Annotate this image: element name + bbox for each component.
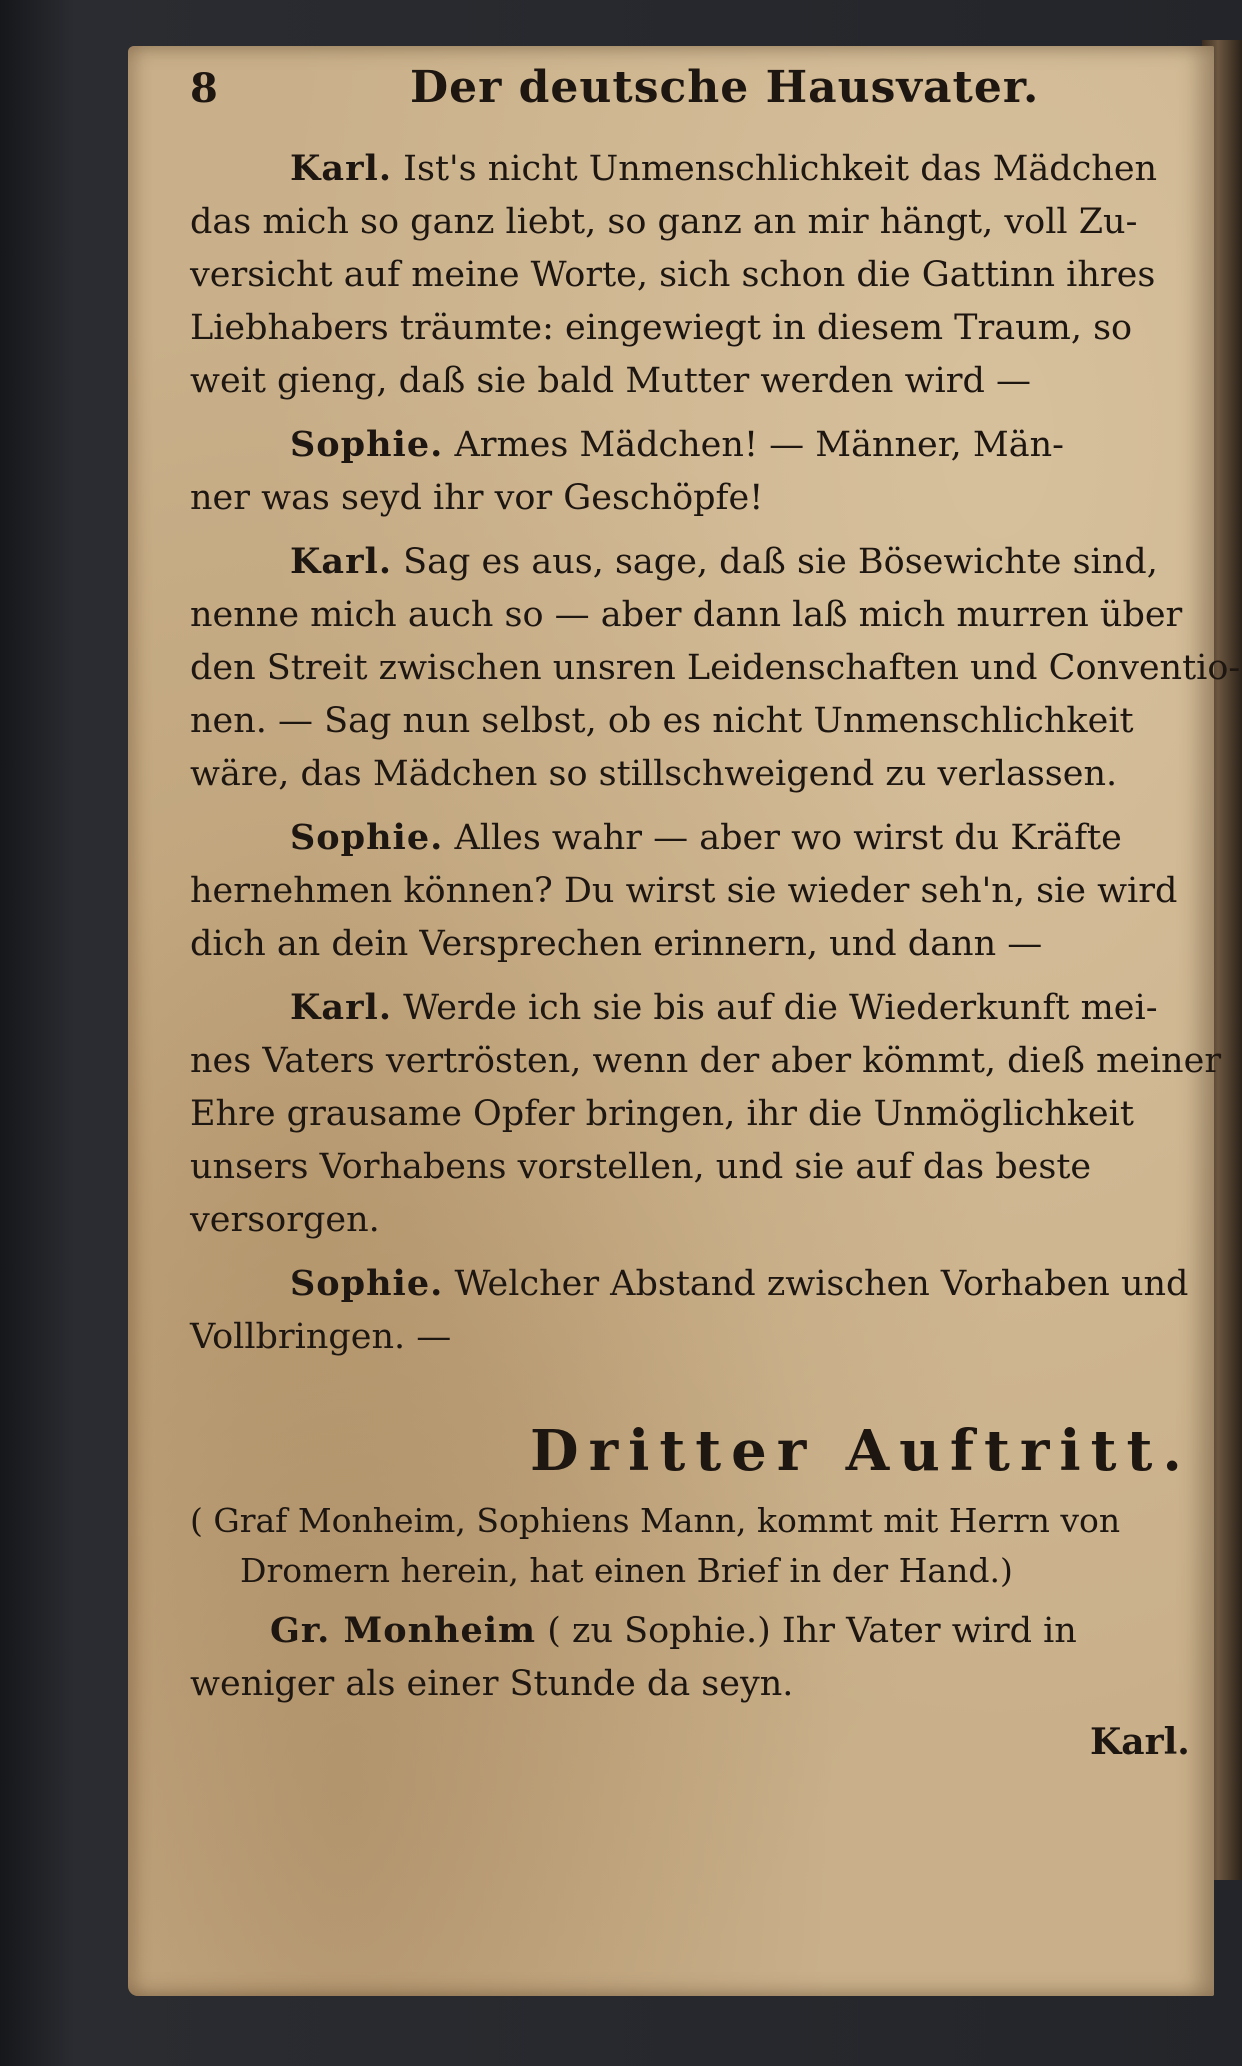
text-line: unsers Vorhabens vorstellen, und sie auf das beste bbox=[190, 1147, 1092, 1187]
text-line: Armes Mädchen! — Männer, Män- bbox=[454, 425, 1064, 465]
text-line: Werde ich sie bis auf die Wiederkunft mei- bbox=[403, 988, 1158, 1028]
dialogue-paragraph bbox=[190, 418, 1230, 525]
text-line: Vollbringen. — bbox=[190, 1317, 452, 1357]
page-number: 8 bbox=[190, 65, 218, 112]
speaker-name: Gr. Monheim bbox=[270, 1610, 537, 1651]
text-line: nen. — Sag nun selbst, ob es nicht Unmenschlichkeit bbox=[190, 701, 1134, 741]
speaker-name: Sophie. bbox=[290, 817, 444, 858]
dialogue-paragraph bbox=[190, 1257, 1230, 1364]
text-line: wäre, das Mädchen so stillschweigend zu verlassen. bbox=[190, 754, 1118, 794]
text-line: versicht auf meine Worte, sich schon die Gattinn ihres bbox=[190, 255, 1156, 295]
text-line: das mich so ganz liebt, so ganz an mir hängt, voll Zu- bbox=[190, 202, 1138, 242]
text-line: Ist's nicht Unmenschlichkeit das Mädchen bbox=[403, 149, 1158, 189]
dialogue-paragraph bbox=[190, 142, 1230, 408]
text-line: nes Vaters vertrösten, wenn der aber kömmt, dieß meiner bbox=[190, 1041, 1222, 1081]
scene-heading: Dritter Auftritt. bbox=[530, 1418, 1192, 1484]
speaker-name: Karl. bbox=[290, 987, 393, 1028]
text-line: Welcher Abstand zwischen Vorhaben und bbox=[454, 1264, 1189, 1304]
text-line: weniger als einer Stunde da seyn. bbox=[190, 1664, 794, 1704]
text-line: ( Graf Monheim, Sophiens Mann, kommt mit Herrn von bbox=[190, 1501, 1121, 1540]
text-line: Sag es aus, sage, daß sie Bösewichte sind, bbox=[403, 542, 1158, 582]
speaker-name: Karl. bbox=[290, 541, 393, 582]
speaker-name: Sophie. bbox=[290, 1263, 444, 1304]
text-line: Alles wahr — aber wo wirst du Kräfte bbox=[454, 818, 1122, 858]
speaker-name: Sophie. bbox=[290, 424, 444, 465]
text-line: ner was seyd ihr vor Geschöpfe! bbox=[190, 478, 764, 518]
page-header bbox=[190, 62, 1230, 142]
text-line: dich an dein Versprechen erinnern, und dann — bbox=[190, 924, 1043, 964]
running-head: Der deutsche Hausvater. bbox=[410, 62, 1040, 113]
page-text bbox=[190, 62, 1241, 1767]
dialogue-paragraph bbox=[190, 981, 1230, 1247]
text-line: Liebhabers träumte: eingewiegt in diesem Traum, so bbox=[190, 308, 1133, 348]
speaker-name: Karl. bbox=[290, 148, 393, 189]
text-line: versorgen. bbox=[190, 1200, 380, 1240]
text-line: nenne mich auch so — aber dann laß mich murren über bbox=[190, 595, 1183, 635]
dialogue-paragraph bbox=[190, 1604, 1230, 1711]
text-line: den Streit zwischen unsren Leidenschaften und Conventio- bbox=[190, 648, 1241, 688]
catchword: Karl. bbox=[1090, 1721, 1190, 1763]
text-line: ( zu Sophie.) Ihr Vater wird in bbox=[547, 1611, 1077, 1651]
text-line: weit gieng, daß sie bald Mutter werden wird — bbox=[190, 361, 1032, 401]
dialogue-paragraph bbox=[190, 811, 1230, 971]
text-line: hernehmen können? Du wirst sie wieder seh'n, sie wird bbox=[190, 871, 1178, 911]
stage-direction bbox=[190, 1496, 1230, 1596]
text-line: Dromern herein, hat einen Brief in der Hand.) bbox=[240, 1551, 1013, 1590]
dialogue-paragraph bbox=[190, 535, 1241, 801]
text-line: Ehre grausame Opfer bringen, ihr die Unmöglichkeit bbox=[190, 1094, 1134, 1134]
